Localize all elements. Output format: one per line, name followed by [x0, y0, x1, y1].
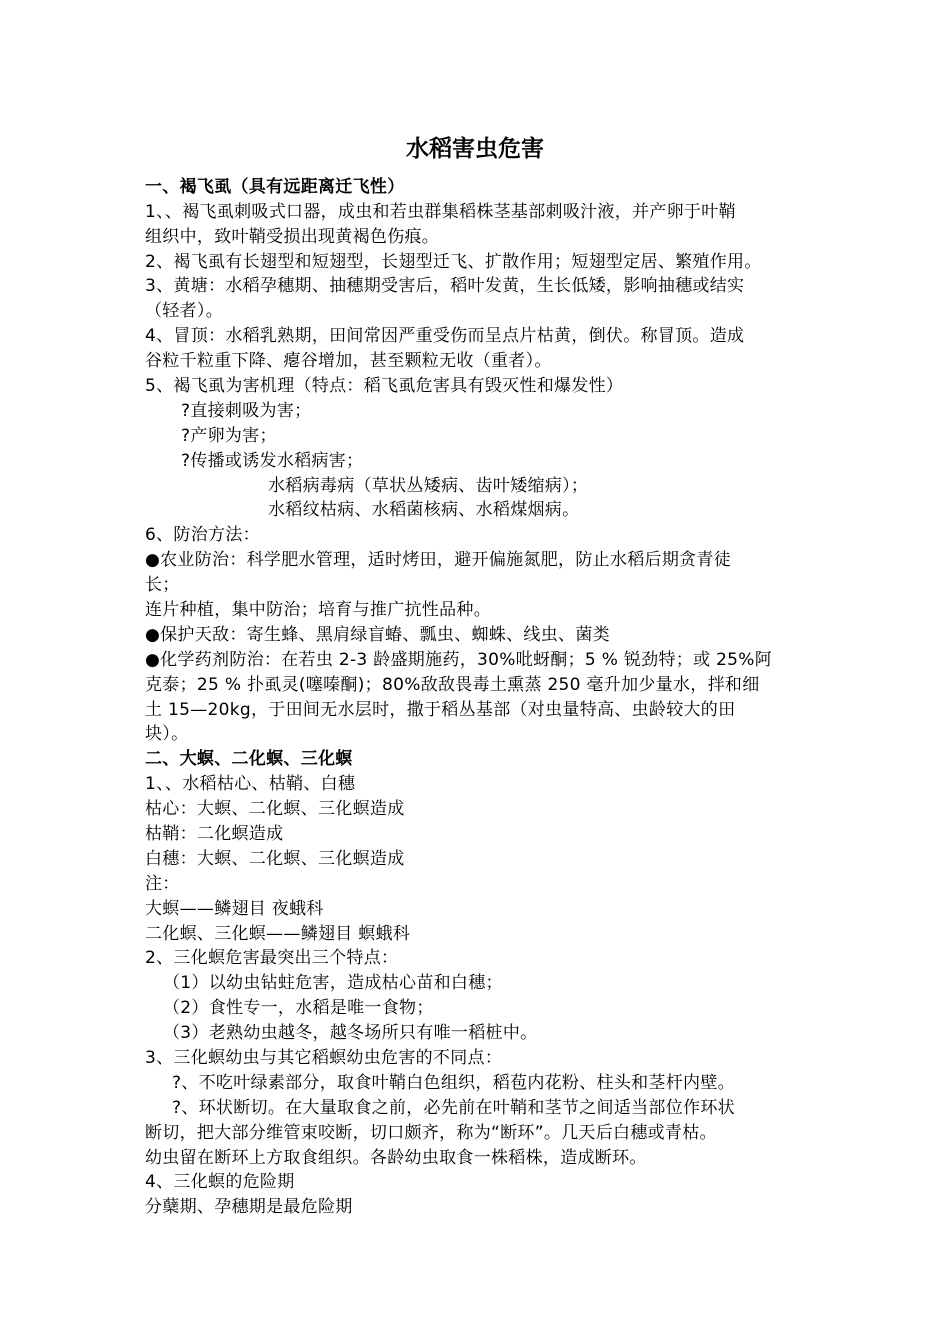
list-item: （3）老熟幼虫越冬，越冬场所只有唯一稻桩中。: [163, 1023, 538, 1043]
text-line: 6、防治方法：: [145, 525, 260, 545]
text-line: 幼虫留在断环上方取食组织。各龄幼虫取食一株稻株，造成断环。: [145, 1148, 647, 1168]
text-line: 1、、水稻枯心、枯鞘、白穗: [145, 774, 356, 794]
text-line: 2、褐飞虱有长翅型和短翅型，长翅型迁飞、扩散作用；短翅型定居、繁殖作用。: [145, 252, 762, 272]
text-line: 3、黄塘：水稻孕穗期、抽穗期受害后，稻叶发黄，生长低矮，影响抽穗或结实: [145, 276, 745, 296]
sub-list-item: 水稻病毒病（草状丛矮病、齿叶矮缩病）；: [268, 476, 589, 496]
text-line: 5、褐飞虱为害机理（特点：稻飞虱危害具有毁灭性和爆发性）: [145, 376, 624, 396]
document-title: 水稻害虫危害: [406, 136, 544, 162]
list-item: ?、不吃叶绿素部分，取食叶鞘白色组织，稻苞内花粉、柱头和茎杆内壁。: [172, 1073, 735, 1093]
text-line: 4、冒顶：水稻乳熟期，田间常因严重受伤而呈点片枯黄，倒伏。称冒顶。造成: [145, 326, 745, 346]
text-line: 土 15—20kg，于田间无水层时，撒于稻丛基部（对虫量特高、虫龄较大的田: [145, 700, 736, 720]
list-item: ?直接刺吸为害；: [181, 401, 312, 421]
list-item: （2）食性专一，水稻是唯一食物；: [163, 998, 434, 1018]
text-line: 二化螟、三化螟——鳞翅目 螟蛾科: [145, 924, 411, 944]
list-item: ?产卵为害；: [181, 426, 277, 446]
text-line: 断切，把大部分维管束咬断，切口颇齐，称为“断环”。几天后白穗或青枯。: [145, 1123, 717, 1143]
text-line: 克泰；25 % 扑虱灵(噻嗪酮)；80%敌敌畏毒土熏蒸 250 毫升加少量水，拌和细: [145, 675, 760, 695]
text-line: 白穗：大螟、二化螟、三化螟造成: [145, 849, 405, 869]
section-heading-stem-borers: 二、大螟、二化螟、三化螟: [145, 749, 353, 769]
text-line: （轻者）。: [145, 301, 223, 321]
text-line: 1、、褐飞虱刺吸式口器，成虫和若虫群集稻株茎基部刺吸汁液，并产卵于叶鞘: [145, 202, 736, 222]
text-line: 分蘖期、孕穗期是最危险期: [145, 1197, 353, 1217]
bullet-item: ●保护天敌：寄生蜂、黑肩绿盲蝽、瓢虫、蜘蛛、线虫、菌类: [145, 625, 610, 645]
sub-list-item: 水稻纹枯病、水稻菌核病、水稻煤烟病。: [268, 500, 580, 520]
text-line: 4、三化螟的危险期: [145, 1172, 295, 1192]
text-line: 2、三化螟危害最突出三个特点：: [145, 948, 399, 968]
list-item: ?传播或诱发水稻病害；: [181, 451, 364, 471]
bullet-item: ●化学药剂防治：在若虫 2-3 龄盛期施药，30%吡蚜酮；5 % 锐劲特；或 25%阿: [145, 650, 773, 670]
text-line: 块）。: [145, 724, 189, 744]
section-heading-brown-planthopper: 一、褐飞虱（具有远距离迁飞性）: [145, 177, 405, 197]
text-line: 大螟——鳞翅目 夜蛾科: [145, 899, 324, 919]
text-line: 组织中，致叶鞘受损出现黄褐色伤痕。: [145, 227, 440, 247]
text-line: 连片种植，集中防治；培育与推广抗性品种。: [145, 600, 491, 620]
text-line: 长；: [145, 575, 180, 595]
text-line: 枯鞘：二化螟造成: [145, 824, 284, 844]
list-item: ?、环状断切。在大量取食之前，必先前在叶鞘和茎节之间适当部位作环状: [172, 1098, 735, 1118]
text-line: 3、三化螟幼虫与其它稻螟幼虫危害的不同点：: [145, 1048, 503, 1068]
list-item: （1）以幼虫钻蛀危害，造成枯心苗和白穗；: [163, 973, 503, 993]
text-line: 谷粒千粒重下降、瘪谷增加，甚至颗粒无收（重者）。: [145, 351, 552, 371]
bullet-item: ●农业防治：科学肥水管理，适时烤田，避开偏施氮肥，防止水稻后期贪青徒: [145, 550, 732, 570]
text-line: 注：: [145, 874, 180, 894]
text-line: 枯心：大螟、二化螟、三化螟造成: [145, 799, 405, 819]
